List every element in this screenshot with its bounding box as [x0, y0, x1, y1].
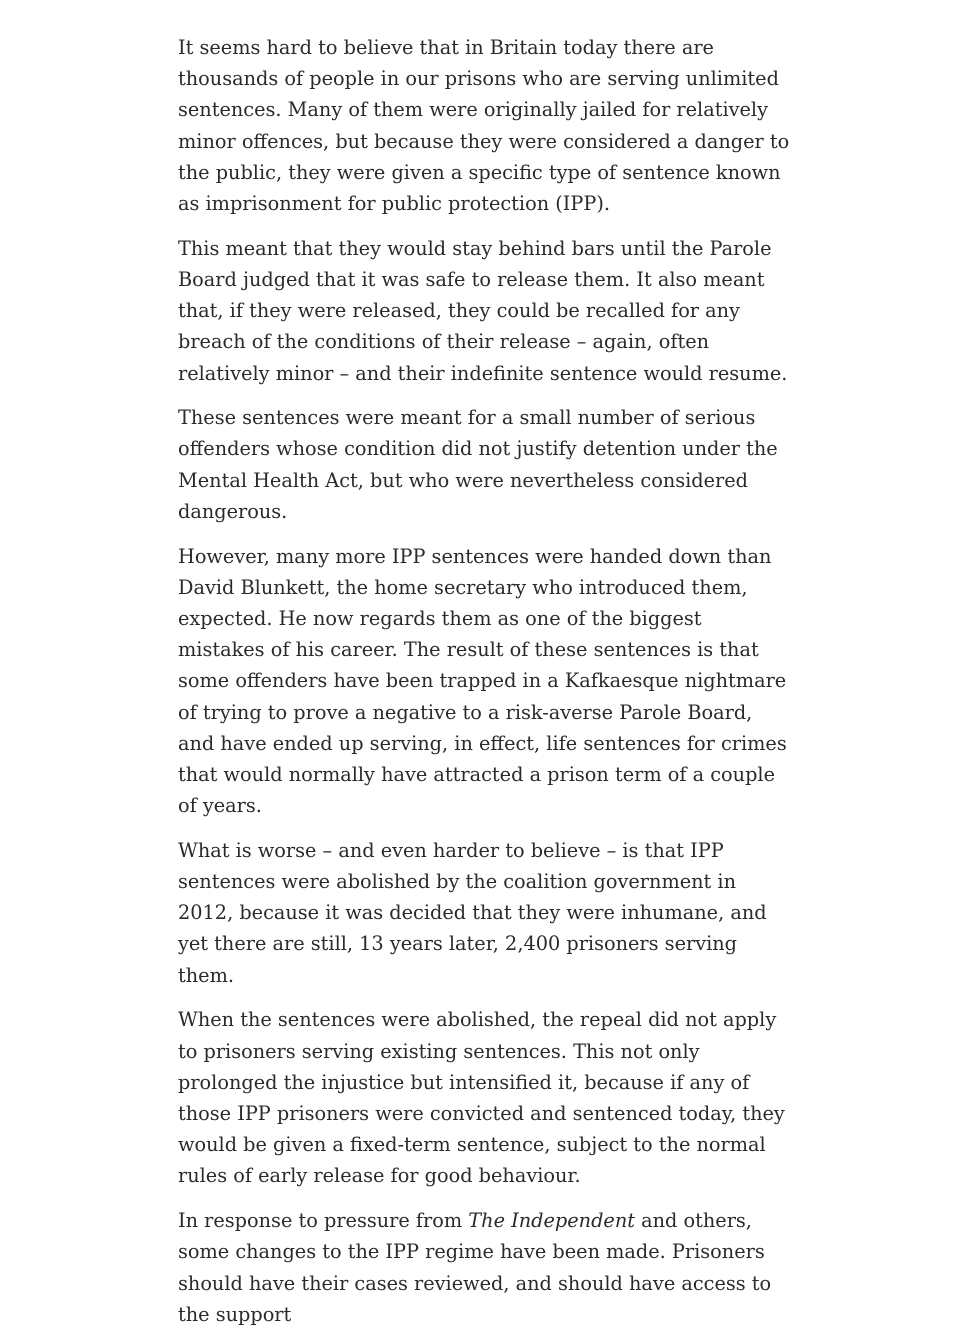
paragraph: It seems hard to believe that in Britain today there are thousands of people in our prisons who are serving unlimited sentences. Many of them were originally jailed for relatively minor offences, but because they were considered a danger to the public, they were given a specific type of sentence known as imprisonment for public protection (IPP). — [178, 36, 790, 216]
paragraph-last — [178, 1205, 790, 1330]
paragraph: These sentences were meant for a small number of serious offenders whose condition did not justify detention under the Mental Health Act, but who were nevertheless considered dangerous. — [178, 406, 778, 523]
paragraph: What is worse – and even harder to believe – is that IPP sentences were abolished by the coalition government in 2012, because it was decided that they were inhumane, and yet there are still, 13 years later, 2,400 prisoners serving them. — [178, 838, 767, 987]
article-body — [178, 32, 790, 1343]
publication-name: The Independent — [468, 1209, 635, 1233]
paragraph: However, many more IPP sentences were handed down than David Blunkett, the home secretary who introduced them, expected. He now regards them as one of the biggest mistakes of his career. The result of these sentences is that some offenders have been trapped in a Kafkaesque nightmare of trying to prove a negative to a risk-averse Parole Board, and have ended up serving, in effect, life sentences for crimes that would normally have attracted a prison term of a couple of years. — [178, 544, 787, 818]
paragraph-lead-text: In response to pressure from — [178, 1209, 469, 1233]
paragraph-rest-text: and others, some changes to the IPP regime have been made. Prisoners should have their cases reviewed, and should have access to the support — [178, 1209, 772, 1326]
paragraph: When the sentences were abolished, the repeal did not apply to prisoners serving existing sentences. This not only prolonged the injustice but intensified it, because if any of those IPP prisoners were convicted and sentenced today, they would be given a fixed-term sentence, subject to the normal rules of early release for good behaviour. — [178, 1008, 785, 1188]
paragraph: This meant that they would stay behind bars until the Parole Board judged that it was safe to release them. It also meant that, if they were released, they could be recalled for any breach of the conditions of their release – again, often relatively minor – and their indefinite sentence would resume. — [178, 236, 788, 385]
